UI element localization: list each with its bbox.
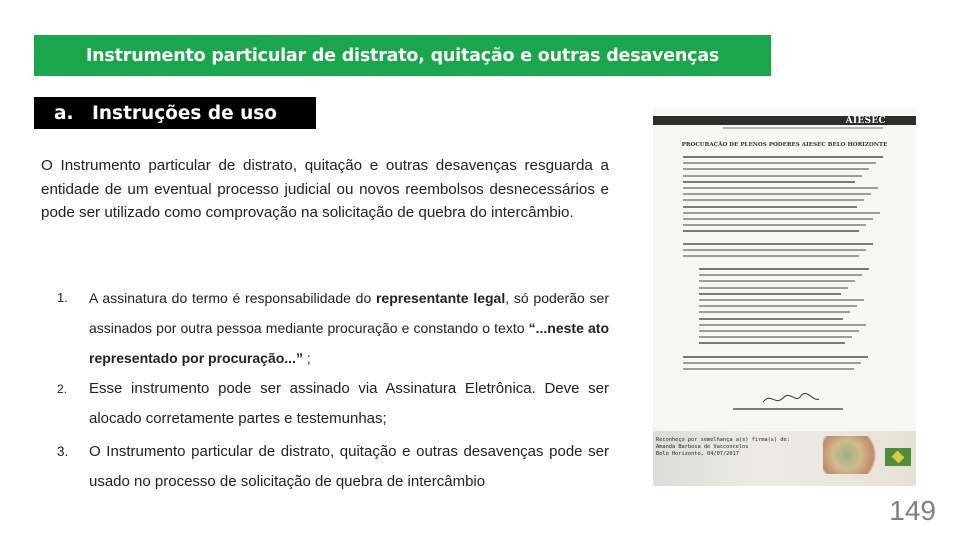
legal-representative-emphasis: representante legal: [375, 290, 506, 306]
section-heading: [34, 97, 316, 129]
scan-text-line: [699, 293, 841, 295]
slide-title-text: Instrumento particular de distrato, quitação e outras desavenças: [85, 45, 720, 66]
scan-text-line: [683, 199, 864, 201]
scan-text-line: [683, 218, 873, 220]
scan-text-line: [683, 230, 859, 232]
scanned-proxy-document: [653, 108, 916, 486]
stamp-line: Amanda Barbosa de Vasconcelos: [656, 444, 749, 450]
signature-scribble: [761, 390, 821, 408]
page-number: 149: [889, 495, 936, 526]
aiesec-logo: AIESEC: [845, 116, 886, 126]
scan-text-line: [683, 212, 880, 214]
section-title: Instruções de uso: [92, 102, 277, 124]
brazil-flag-icon: [885, 448, 911, 466]
scan-text-line: [683, 193, 871, 195]
scan-text-line: [699, 274, 862, 276]
scan-text-line: [683, 368, 854, 370]
document-header: [653, 111, 916, 131]
notary-seal-icon: [823, 436, 883, 474]
proxy-clause-emphasis: “...neste ato representado por procuração...”: [89, 320, 609, 366]
scan-text-line: [699, 311, 850, 313]
step-text-part: ;: [302, 350, 311, 366]
scan-text-line: [699, 268, 869, 270]
scan-text-line: [699, 318, 843, 320]
list-item-text: [89, 283, 609, 373]
scan-text-line: [683, 224, 866, 226]
list-item: [57, 374, 609, 434]
scan-text-line: [699, 299, 864, 301]
scan-text-line: [683, 356, 868, 358]
scan-text-line: [683, 243, 873, 245]
step-text-part: A assinatura do termo é responsabilidade do: [89, 290, 376, 306]
scan-text-line: [683, 181, 855, 183]
signature-line: [733, 408, 843, 410]
scan-text-line: [699, 324, 866, 326]
list-item: [57, 437, 609, 497]
scan-text-line: [699, 280, 855, 282]
logo-tagline: [723, 127, 883, 129]
scan-text-line: [683, 175, 862, 177]
scan-text-line: [683, 162, 876, 164]
step-text-part: , só poderão ser assinados por outra pessoa mediante procuração e constando o texto: [89, 290, 609, 336]
list-item-text: O Instrumento particular de distrato, quitação e outras desavenças pode ser usado no processo de solicitação de quebra de intercâmbio: [89, 443, 609, 490]
scan-text-line: [683, 255, 859, 257]
scan-text-line: [699, 287, 848, 289]
scan-text-line: [683, 206, 857, 208]
scan-text-line: [683, 249, 866, 251]
scan-text-line: [683, 362, 861, 364]
section-letter: a.: [54, 102, 74, 124]
intro-paragraph: O Instrumento particular de distrato, quitação e outras desavenças resguarda a entidade de um eventual processo judicial ou novos reembolsos desnecessários e pode ser utilizado como comprovação na solicitação de quebra do intercâmbio.: [41, 157, 609, 221]
slide-title: [34, 35, 771, 76]
document-title: PROCURAÇÃO DE PLENOS PODERES AIESEC BELO HORIZONTE: [681, 142, 888, 148]
list-item-text: Esse instrumento pode ser assinado via Assinatura Eletrônica. Deve ser alocado corretamente partes e testemunhas;: [89, 380, 609, 427]
scan-text-line: [683, 187, 878, 189]
list-item-number: 3.: [57, 444, 69, 459]
scan-text-line: [699, 305, 857, 307]
list-item-number: 1.: [57, 290, 68, 305]
aiesec-logo-bar: [653, 116, 916, 125]
scan-text-line: [699, 342, 845, 344]
list-item-number: 2.: [57, 382, 68, 396]
list-item: [57, 283, 609, 373]
instruction-list: [57, 283, 609, 497]
scan-text-line: [699, 330, 859, 332]
scan-text-line: [683, 168, 869, 170]
scan-text-line: [699, 336, 852, 338]
scan-text-line: [683, 156, 883, 158]
stamp-line: Belo Horizonte, 04/07/2017: [656, 451, 739, 457]
stamp-line: Reconheço por semelhança a(s) firma(s) de:: [656, 437, 790, 443]
